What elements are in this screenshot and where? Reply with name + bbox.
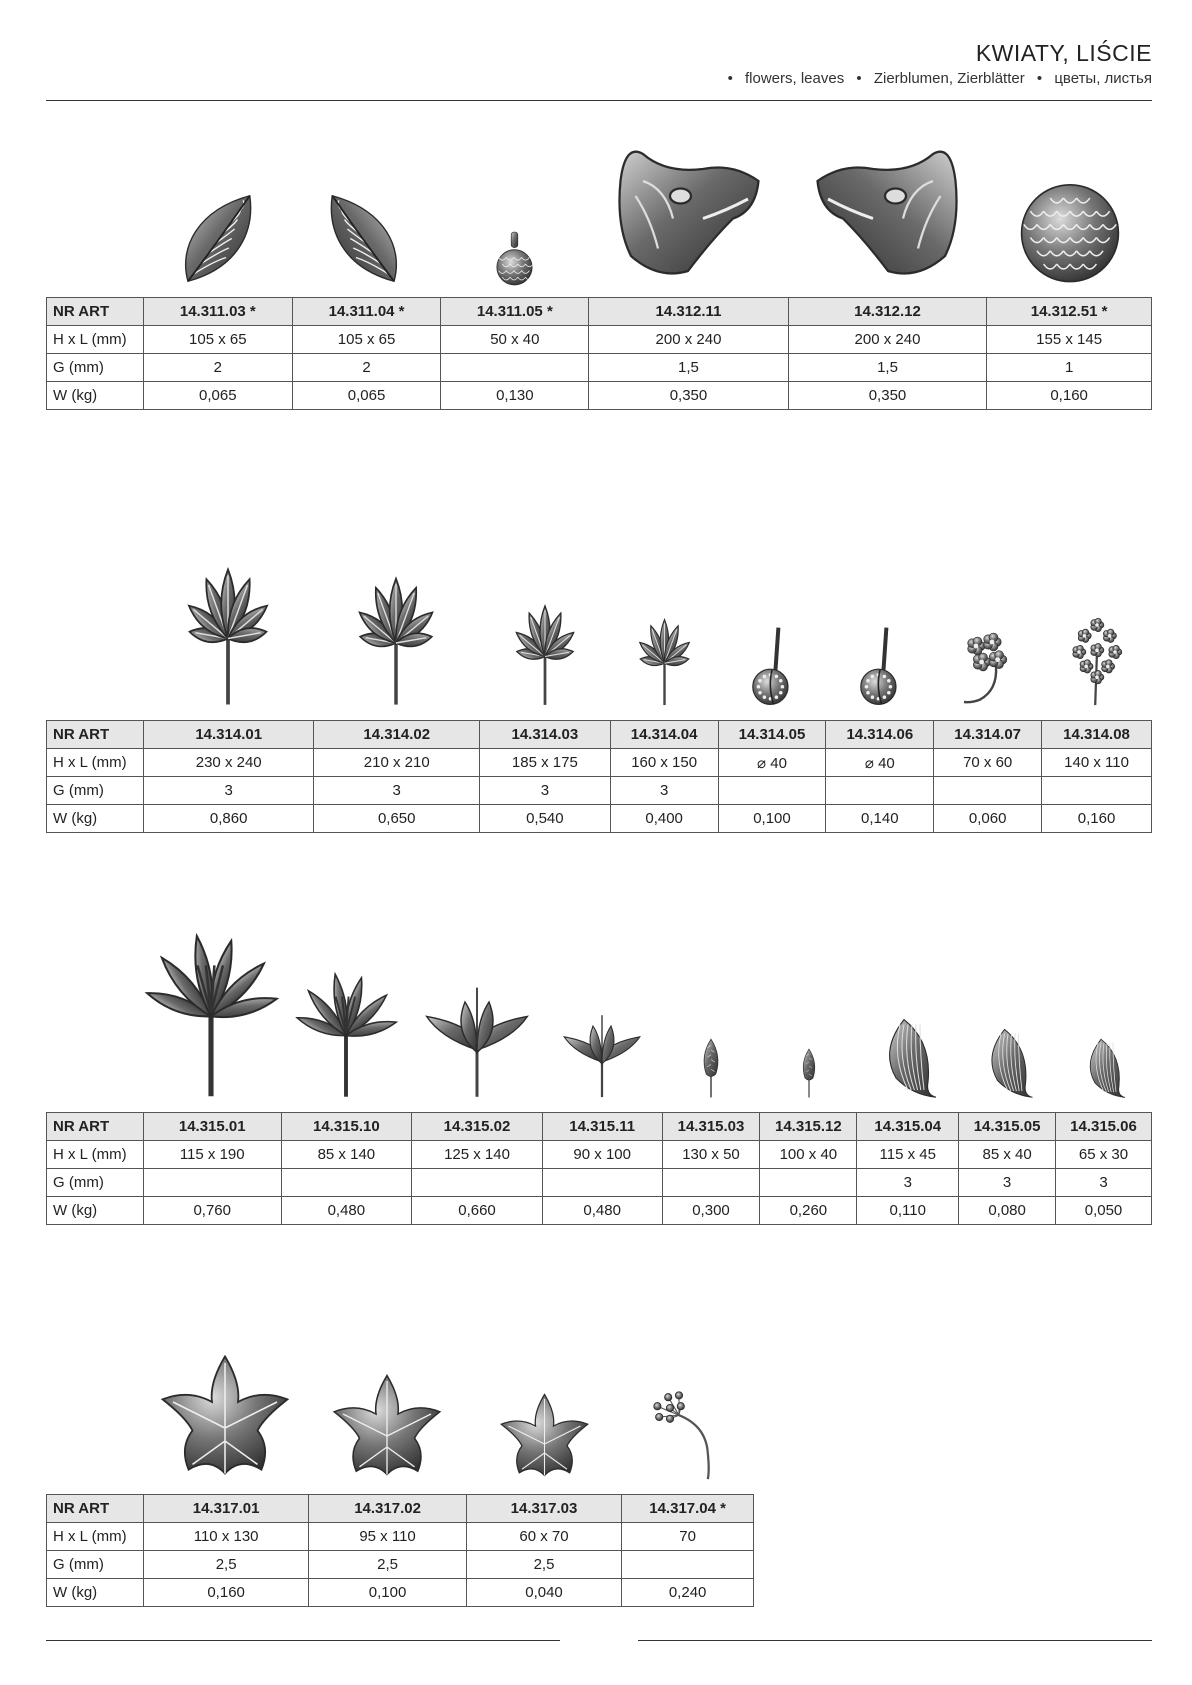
- row-label-g: G (mm): [47, 1169, 144, 1197]
- curled-leaf-icon: [973, 968, 1043, 1098]
- row-label-hl: H x L (mm): [47, 1523, 144, 1551]
- spec-cell-w: 0,160: [987, 382, 1152, 410]
- spec-cell-w: 0,260: [760, 1197, 857, 1225]
- spec-cell-hl: 65 x 30: [1056, 1141, 1152, 1169]
- spec-cell-w: 0,100: [718, 805, 826, 833]
- spec-cell-hl: 70: [622, 1523, 754, 1551]
- spec-cell-hl: 90 x 100: [542, 1141, 662, 1169]
- spec-cell-g: 1,5: [788, 354, 987, 382]
- table-row-art: [47, 298, 1152, 326]
- article-number-cell: 14.315.10: [281, 1113, 412, 1141]
- flower-cluster-icon: [1052, 546, 1142, 706]
- row-label-art: NR ART: [47, 1113, 144, 1141]
- pine-cone-icon: [1015, 176, 1125, 286]
- row-label-hl: H x L (mm): [47, 749, 144, 777]
- bullet: •: [1036, 70, 1043, 87]
- spec-cell-w: 0,080: [959, 1197, 1056, 1225]
- product-image: [155, 1350, 295, 1480]
- product-image: [598, 136, 778, 286]
- product-image: [868, 938, 948, 1098]
- curled-leaf-icon: [1074, 988, 1134, 1098]
- product-image: [417, 953, 537, 1098]
- boar-head-icon: [798, 136, 978, 286]
- article-number-cell: 14.314.03: [480, 721, 611, 749]
- table-row-w: [47, 382, 1152, 410]
- spec-cell-w: 0,160: [1042, 805, 1152, 833]
- table-row-g: [47, 354, 1152, 382]
- article-number-cell: 14.317.03: [466, 1495, 621, 1523]
- spec-cell-hl: 110 x 130: [143, 1523, 308, 1551]
- tulip-icon: [417, 953, 537, 1098]
- spec-cell-hl: 50 x 40: [441, 326, 589, 354]
- spec-table-2: [46, 720, 1152, 833]
- spec-cell-g: 2: [292, 354, 441, 382]
- curled-leaf-icon: [868, 938, 948, 1098]
- spec-table-1: [46, 297, 1152, 410]
- spec-cell-w: 0,065: [143, 382, 292, 410]
- spec-cell-w: 0,100: [309, 1579, 466, 1607]
- spec-cell-hl: 105 x 65: [292, 326, 441, 354]
- table-row-art: [47, 721, 1152, 749]
- spec-cell-hl: 210 x 210: [314, 749, 480, 777]
- spec-cell-hl: 105 x 65: [143, 326, 292, 354]
- spec-cell-w: 0,350: [589, 382, 789, 410]
- footer-divider-left: [46, 1640, 560, 1641]
- ivy-leaf-icon: [155, 1350, 295, 1480]
- spec-cell-g: 3: [857, 1169, 959, 1197]
- table-row-art: [47, 1495, 754, 1523]
- row-label-g: G (mm): [47, 777, 144, 805]
- article-number-cell: 14.315.12: [760, 1113, 857, 1141]
- spec-cell-w: 0,065: [292, 382, 441, 410]
- article-number-cell: 14.317.01: [143, 1495, 308, 1523]
- chestnut-fruit-icon: [732, 526, 812, 706]
- spec-cell-hl: 130 x 50: [662, 1141, 760, 1169]
- article-number-cell: 14.314.05: [718, 721, 826, 749]
- table-row-g: [47, 1169, 1152, 1197]
- product-image: [840, 526, 920, 706]
- article-number-cell: 14.315.05: [959, 1113, 1056, 1141]
- chestnut-leaf-icon: [153, 506, 303, 706]
- spec-cell-g: [622, 1551, 754, 1579]
- pine-cone-icon: [487, 171, 542, 286]
- article-number-cell: 14.312.12: [788, 298, 987, 326]
- article-number-cell: 14.312.51 *: [987, 298, 1152, 326]
- spec-cell-g: 1,5: [589, 354, 789, 382]
- product-image: [557, 988, 647, 1098]
- spec-cell-hl: 230 x 240: [143, 749, 314, 777]
- bud-icon: [681, 908, 741, 1098]
- spec-cell-hl: 85 x 140: [281, 1141, 412, 1169]
- spec-cell-w: 0,350: [788, 382, 987, 410]
- berry-stem-icon: [643, 1310, 733, 1480]
- page-title: KWIATY, LIŚCIE: [975, 40, 1152, 66]
- spec-cell-g: [143, 1169, 281, 1197]
- table-row-art: [47, 1113, 1152, 1141]
- product-image: [490, 556, 600, 706]
- article-number-cell: 14.315.04: [857, 1113, 959, 1141]
- spec-cell-g: [542, 1169, 662, 1197]
- table-row-g: [47, 1551, 754, 1579]
- bud-icon: [784, 948, 834, 1098]
- spec-cell-w: 0,300: [662, 1197, 760, 1225]
- spec-cell-w: 0,760: [143, 1197, 281, 1225]
- row-label-g: G (mm): [47, 354, 144, 382]
- spec-cell-w: 0,110: [857, 1197, 959, 1225]
- row-label-w: W (kg): [47, 805, 144, 833]
- table-row-hl: [47, 1141, 1152, 1169]
- spec-cell-hl: 125 x 140: [412, 1141, 543, 1169]
- spec-table-4: [46, 1494, 754, 1607]
- spec-cell-w: 0,140: [826, 805, 934, 833]
- row-label-hl: H x L (mm): [47, 1141, 144, 1169]
- subtitle-en: flowers, leaves: [745, 70, 845, 87]
- ivy-leaf-icon: [497, 1390, 592, 1480]
- row-label-w: W (kg): [47, 1197, 144, 1225]
- spec-cell-g: [412, 1169, 543, 1197]
- product-image: [973, 968, 1043, 1098]
- article-number-cell: 14.314.08: [1042, 721, 1152, 749]
- table-row-hl: [47, 1523, 754, 1551]
- row-label-g: G (mm): [47, 1551, 144, 1579]
- lily-icon: [126, 918, 296, 1098]
- table-row-w: [47, 1197, 1152, 1225]
- flower-cluster-icon: [948, 576, 1028, 706]
- chestnut-fruit-icon: [840, 526, 920, 706]
- product-image: [153, 506, 303, 706]
- product-image: [281, 963, 411, 1098]
- article-number-cell: 14.314.02: [314, 721, 480, 749]
- spec-cell-g: 3: [143, 777, 314, 805]
- spec-cell-hl: ⌀ 40: [826, 749, 934, 777]
- product-image: [1015, 176, 1125, 286]
- spec-cell-hl: 95 x 110: [309, 1523, 466, 1551]
- spec-cell-g: [934, 777, 1042, 805]
- chestnut-leaf-icon: [490, 556, 600, 706]
- spec-cell-w: 0,480: [542, 1197, 662, 1225]
- spec-cell-hl: 60 x 70: [466, 1523, 621, 1551]
- bullet: •: [856, 70, 862, 87]
- spec-cell-g: 3: [1056, 1169, 1152, 1197]
- article-number-cell: 14.311.04 *: [292, 298, 441, 326]
- table-row-g: [47, 777, 1152, 805]
- spec-cell-w: 0,400: [610, 805, 718, 833]
- product-image: [784, 948, 834, 1098]
- spec-cell-g: 2: [143, 354, 292, 382]
- product-image: [643, 1310, 733, 1480]
- spec-cell-g: [760, 1169, 857, 1197]
- product-image: [798, 136, 978, 286]
- article-number-cell: 14.314.06: [826, 721, 934, 749]
- row-label-w: W (kg): [47, 1579, 144, 1607]
- spec-cell-g: [662, 1169, 760, 1197]
- spec-cell-g: 3: [959, 1169, 1056, 1197]
- page-subtitle: [728, 70, 1152, 87]
- article-number-cell: 14.315.11: [542, 1113, 662, 1141]
- product-image: [126, 918, 296, 1098]
- spec-cell-hl: 200 x 240: [788, 326, 987, 354]
- spec-table-3: [46, 1112, 1152, 1225]
- spec-cell-w: 0,060: [934, 805, 1042, 833]
- spec-cell-hl: ⌀ 40: [718, 749, 826, 777]
- lily-icon: [281, 963, 411, 1098]
- spec-cell-g: 3: [480, 777, 611, 805]
- subtitle-de: Zierblumen, Zierblätter: [873, 70, 1025, 87]
- table-row-w: [47, 805, 1152, 833]
- spec-cell-w: 0,130: [441, 382, 589, 410]
- product-image: [732, 526, 812, 706]
- spec-cell-g: 2,5: [309, 1551, 466, 1579]
- spec-cell-g: [718, 777, 826, 805]
- spec-cell-hl: 140 x 110: [1042, 749, 1152, 777]
- chestnut-leaf-icon: [326, 536, 466, 706]
- product-image: [326, 536, 466, 706]
- header-divider: [46, 100, 1152, 101]
- spec-cell-hl: 155 x 145: [987, 326, 1152, 354]
- row-label-art: NR ART: [47, 1495, 144, 1523]
- product-image: [1052, 546, 1142, 706]
- article-number-cell: 14.312.11: [589, 298, 789, 326]
- article-number-cell: 14.314.07: [934, 721, 1042, 749]
- leaf-icon: [318, 176, 413, 286]
- spec-cell-g: [281, 1169, 412, 1197]
- spec-cell-hl: 85 x 40: [959, 1141, 1056, 1169]
- spec-cell-hl: 115 x 45: [857, 1141, 959, 1169]
- product-image: [327, 1370, 447, 1480]
- table-row-hl: [47, 749, 1152, 777]
- spec-cell-hl: 100 x 40: [760, 1141, 857, 1169]
- product-image: [681, 908, 741, 1098]
- spec-cell-hl: 70 x 60: [934, 749, 1042, 777]
- product-image: [169, 176, 264, 286]
- article-number-cell: 14.315.02: [412, 1113, 543, 1141]
- spec-cell-w: 0,240: [622, 1579, 754, 1607]
- product-image: [497, 1390, 592, 1480]
- boar-head-icon: [598, 136, 778, 286]
- spec-cell-g: [441, 354, 589, 382]
- article-number-cell: 14.315.03: [662, 1113, 760, 1141]
- spec-cell-hl: 115 x 190: [143, 1141, 281, 1169]
- spec-cell-w: 0,050: [1056, 1197, 1152, 1225]
- spec-cell-w: 0,160: [143, 1579, 308, 1607]
- spec-cell-g: 2,5: [466, 1551, 621, 1579]
- spec-cell-w: 0,660: [412, 1197, 543, 1225]
- row-label-hl: H x L (mm): [47, 326, 144, 354]
- footer-divider-right: [638, 1640, 1152, 1641]
- spec-cell-g: 2,5: [143, 1551, 308, 1579]
- article-number-cell: 14.311.05 *: [441, 298, 589, 326]
- spec-cell-w: 0,650: [314, 805, 480, 833]
- product-image: [318, 176, 413, 286]
- spec-cell-hl: 185 x 175: [480, 749, 611, 777]
- article-number-cell: 14.317.02: [309, 1495, 466, 1523]
- product-image: [1074, 988, 1134, 1098]
- ivy-leaf-icon: [327, 1370, 447, 1480]
- spec-cell-hl: 200 x 240: [589, 326, 789, 354]
- row-label-w: W (kg): [47, 382, 144, 410]
- leaf-icon: [169, 176, 264, 286]
- spec-cell-g: 1: [987, 354, 1152, 382]
- article-number-cell: 14.315.01: [143, 1113, 281, 1141]
- article-number-cell: 14.315.06: [1056, 1113, 1152, 1141]
- article-number-cell: 14.311.03 *: [143, 298, 292, 326]
- spec-cell-hl: 160 x 150: [610, 749, 718, 777]
- table-row-hl: [47, 326, 1152, 354]
- spec-cell-g: 3: [314, 777, 480, 805]
- tulip-icon: [557, 988, 647, 1098]
- spec-cell-g: [826, 777, 934, 805]
- spec-cell-g: 3: [610, 777, 718, 805]
- bullet: •: [727, 70, 733, 87]
- row-label-art: NR ART: [47, 298, 144, 326]
- product-image: [617, 576, 712, 706]
- product-image: [948, 576, 1028, 706]
- product-image: [487, 171, 542, 286]
- spec-cell-w: 0,860: [143, 805, 314, 833]
- subtitle-ru: цветы, листья: [1054, 70, 1152, 87]
- spec-cell-w: 0,480: [281, 1197, 412, 1225]
- article-number-cell: 14.314.01: [143, 721, 314, 749]
- table-row-w: [47, 1579, 754, 1607]
- row-label-art: NR ART: [47, 721, 144, 749]
- spec-cell-w: 0,040: [466, 1579, 621, 1607]
- article-number-cell: 14.317.04 *: [622, 1495, 754, 1523]
- article-number-cell: 14.314.04: [610, 721, 718, 749]
- chestnut-leaf-icon: [617, 576, 712, 706]
- spec-cell-w: 0,540: [480, 805, 611, 833]
- spec-cell-g: [1042, 777, 1152, 805]
